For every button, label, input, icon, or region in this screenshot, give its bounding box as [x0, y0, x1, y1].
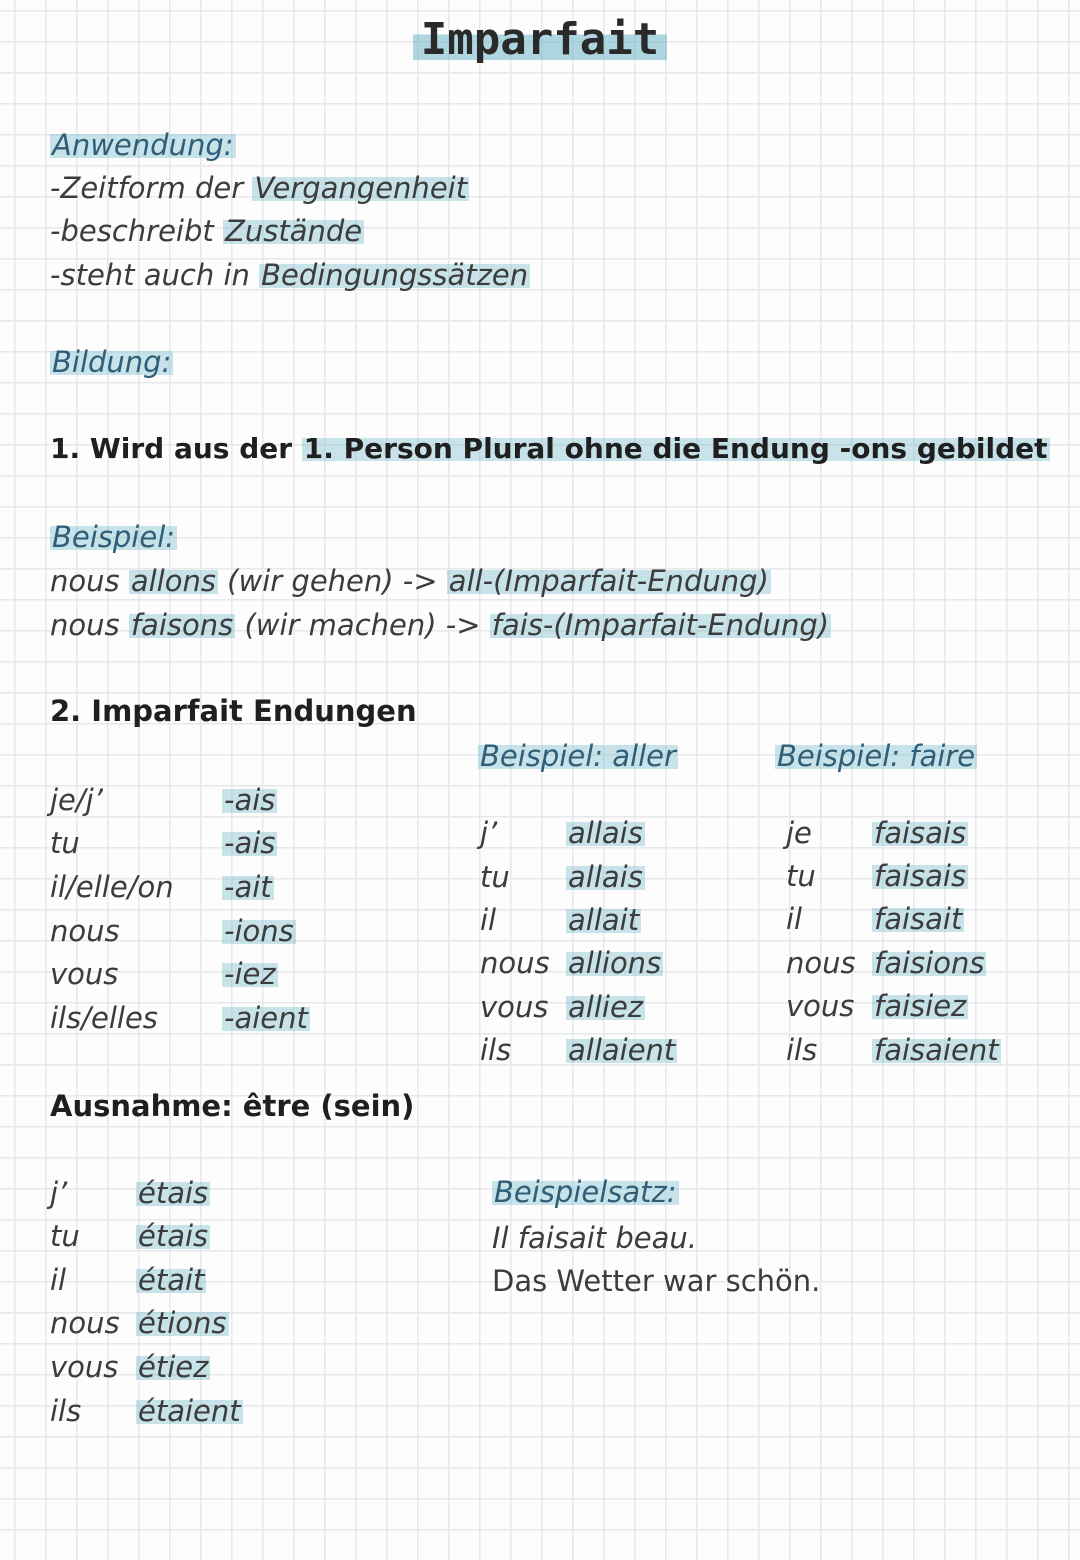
verb-form: allaient — [568, 1033, 676, 1067]
pronoun: j’ — [480, 816, 498, 850]
usage-line: -steht auch in Bedingungssätzen — [50, 258, 529, 292]
usage-heading: Anwendung: — [52, 128, 234, 162]
pronoun: il/elle/on — [50, 870, 174, 904]
example-heading: Beispiel: — [52, 520, 176, 554]
ending: -ais — [224, 783, 276, 817]
usage-line: -Zeitform der Vergangenheit — [50, 171, 468, 205]
pronoun: tu — [50, 826, 80, 860]
sentence-french: Il faisait beau. — [492, 1221, 698, 1255]
pronoun: nous — [50, 1306, 120, 1340]
verb-form: faisions — [874, 946, 985, 980]
verb-form: faisais — [874, 816, 967, 850]
ending: -aient — [224, 1001, 308, 1035]
sentence-heading: Beispielsatz: — [494, 1175, 677, 1209]
example-line: nous faisons (wir machen) -> fais-(Imparfait-Endung) — [50, 608, 830, 642]
verb-form: allions — [568, 946, 662, 980]
ending: -iez — [224, 957, 276, 991]
pronoun: il — [50, 1263, 67, 1297]
pronoun: il — [786, 902, 803, 936]
ending: -ait — [224, 870, 272, 904]
verb-form: étiez — [138, 1350, 209, 1384]
endings-heading: 2. Imparfait Endungen — [50, 694, 417, 728]
faire-heading: Beispiel: faire — [777, 739, 976, 773]
pronoun: vous — [50, 1350, 119, 1384]
verb-form: étais — [138, 1219, 209, 1253]
verb-form: étions — [138, 1306, 227, 1340]
pronoun: tu — [786, 859, 816, 893]
pronoun: ils — [480, 1033, 512, 1067]
verb-form: faisaient — [874, 1033, 999, 1067]
verb-form: faisais — [874, 859, 967, 893]
verb-form: faisiez — [874, 989, 967, 1023]
sentence-german: Das Wetter war schön. — [492, 1264, 821, 1298]
pronoun: ils — [50, 1394, 82, 1428]
pronoun: tu — [50, 1219, 80, 1253]
pronoun: il — [480, 903, 497, 937]
verb-form: était — [138, 1263, 205, 1297]
pronoun: j’ — [50, 1176, 68, 1210]
ending: -ais — [224, 826, 276, 860]
usage-line: -beschreibt Zustände — [50, 214, 363, 248]
exception-heading: Ausnahme: être (sein) — [50, 1089, 415, 1123]
page-title: Imparfait — [0, 14, 1080, 65]
verb-form: étaient — [138, 1394, 241, 1428]
verb-form: allais — [568, 860, 643, 894]
pronoun: nous — [480, 946, 550, 980]
pronoun: vous — [50, 957, 119, 991]
pronoun: nous — [786, 946, 856, 980]
pronoun: vous — [480, 990, 549, 1024]
pronoun: ils/elles — [50, 1001, 158, 1035]
pronoun: je/j’ — [50, 783, 103, 817]
formation-rule: 1. Wird aus der 1. Person Plural ohne die Endung -ons gebildet — [50, 432, 1048, 465]
pronoun: tu — [480, 860, 510, 894]
pronoun: nous — [50, 914, 120, 948]
verb-form: étais — [138, 1176, 209, 1210]
aller-heading: Beispiel: aller — [480, 739, 676, 773]
verb-form: alliez — [568, 990, 644, 1024]
pronoun: ils — [786, 1033, 818, 1067]
verb-form: allait — [568, 903, 640, 937]
verb-form: faisait — [874, 902, 963, 936]
example-line: nous allons (wir gehen) -> all-(Imparfait-Endung) — [50, 564, 769, 598]
pronoun: vous — [786, 989, 855, 1023]
formation-heading: Bildung: — [52, 345, 172, 379]
ending: -ions — [224, 914, 294, 948]
pronoun: je — [786, 816, 812, 850]
verb-form: allais — [568, 816, 643, 850]
